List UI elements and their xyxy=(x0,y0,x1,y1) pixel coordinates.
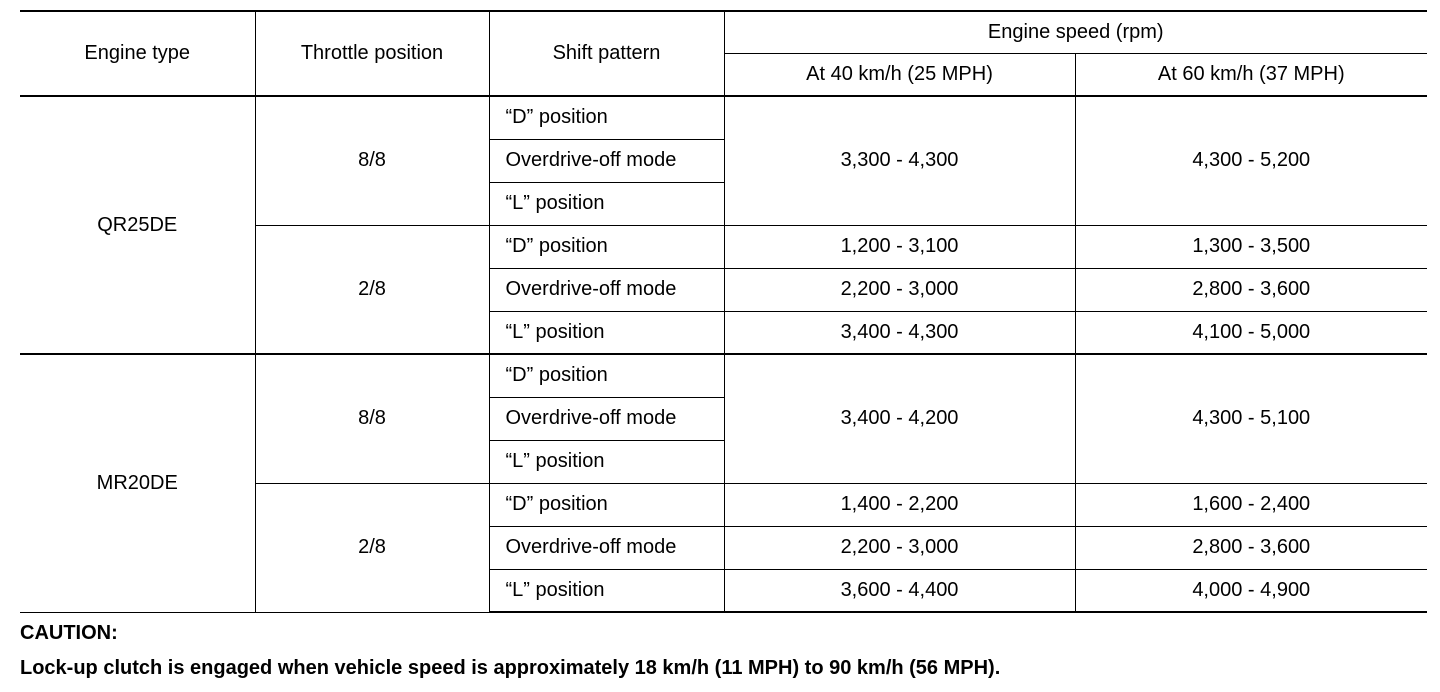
speed-60-value: 4,000 - 4,900 xyxy=(1075,569,1427,612)
speed-60-value: 1,600 - 2,400 xyxy=(1075,483,1427,526)
speed-60-value: 2,800 - 3,600 xyxy=(1075,526,1427,569)
speed-40-value: 3,300 - 4,300 xyxy=(724,96,1075,225)
throttle-position: 2/8 xyxy=(255,483,489,612)
speed-40-value: 2,200 - 3,000 xyxy=(724,526,1075,569)
shift-pattern: “L” position xyxy=(489,311,724,354)
throttle-position: 8/8 xyxy=(255,96,489,225)
shift-pattern: “D” position xyxy=(489,96,724,139)
caution-text: Lock-up clutch is engaged when vehicle speed is approximately 18 km/h (11 MPH) to 90 km/h (56 MPH). xyxy=(20,657,1001,679)
shift-pattern: “L” position xyxy=(489,440,724,483)
engine-name-mr20de: MR20DE xyxy=(20,354,255,612)
speed-60-value: 1,300 - 3,500 xyxy=(1075,225,1427,268)
speed-40-value: 1,400 - 2,200 xyxy=(724,483,1075,526)
table-row xyxy=(20,354,1427,397)
shift-pattern: “D” position xyxy=(489,225,724,268)
shift-pattern: Overdrive-off mode xyxy=(489,397,724,440)
speed-40-value: 3,400 - 4,300 xyxy=(724,311,1075,354)
header-throttle-position: Throttle position xyxy=(255,11,489,96)
shift-pattern: Overdrive-off mode xyxy=(489,526,724,569)
throttle-position: 8/8 xyxy=(255,354,489,483)
throttle-position: 2/8 xyxy=(255,225,489,354)
engine-speed-table xyxy=(20,10,1427,613)
speed-40-value: 3,600 - 4,400 xyxy=(724,569,1075,612)
shift-pattern: “D” position xyxy=(489,483,724,526)
shift-pattern: “L” position xyxy=(489,182,724,225)
speed-60-value: 4,300 - 5,100 xyxy=(1075,354,1427,483)
header-speed-40: At 40 km/h (25 MPH) xyxy=(724,53,1075,96)
header-speed-60: At 60 km/h (37 MPH) xyxy=(1075,53,1427,96)
table-row xyxy=(20,96,1427,139)
speed-40-value: 2,200 - 3,000 xyxy=(724,268,1075,311)
speed-60-value: 4,300 - 5,200 xyxy=(1075,96,1427,225)
header-engine-speed: Engine speed (rpm) xyxy=(724,11,1427,53)
header-engine-type: Engine type xyxy=(20,11,255,96)
shift-pattern: Overdrive-off mode xyxy=(489,268,724,311)
speed-60-value: 4,100 - 5,000 xyxy=(1075,311,1427,354)
speed-40-value: 1,200 - 3,100 xyxy=(724,225,1075,268)
header-shift-pattern: Shift pattern xyxy=(489,11,724,96)
caution-title: CAUTION: xyxy=(20,622,118,644)
shift-pattern: “D” position xyxy=(489,354,724,397)
engine-name-qr25de: QR25DE xyxy=(20,96,255,354)
speed-40-value: 3,400 - 4,200 xyxy=(724,354,1075,483)
shift-pattern: “L” position xyxy=(489,569,724,612)
shift-pattern: Overdrive-off mode xyxy=(489,139,724,182)
speed-60-value: 2,800 - 3,600 xyxy=(1075,268,1427,311)
